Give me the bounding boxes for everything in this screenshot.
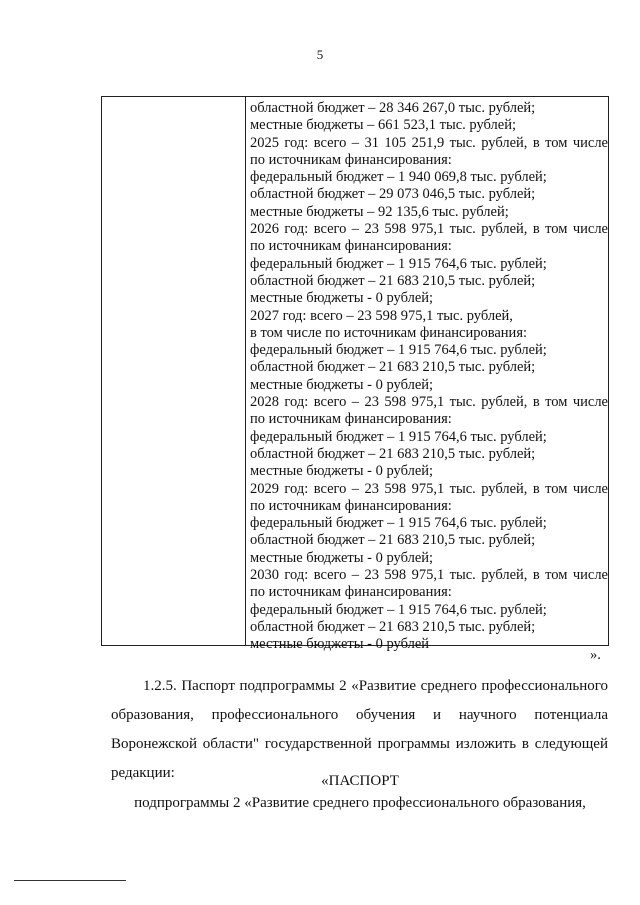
table-line: 2030 год: всего – 23 598 975,1 тыс. рублей, в том числе — [250, 567, 608, 584]
table-line: по источникам финансирования: — [250, 497, 452, 514]
table-line: 2027 год: всего – 23 598 975,1 тыс. рублей, — [250, 307, 513, 324]
table-line: по источникам финансирования: — [250, 151, 452, 168]
table-line: областной бюджет – 21 683 210,5 тыс. рублей; — [250, 532, 536, 549]
table-line: федеральный бюджет – 1 940 069,8 тыс. рублей; — [250, 169, 547, 186]
passport-subtitle: подпрограммы 2 «Развитие среднего профессионального образования, — [134, 795, 586, 811]
table-line: областной бюджет – 21 683 210,5 тыс. рублей; — [250, 272, 536, 289]
table-line: местные бюджеты - 0 рублей; — [250, 290, 434, 307]
paragraph-line: редакции: — [111, 765, 175, 781]
table-financing-cell — [250, 100, 608, 654]
table-line: местные бюджеты - 0 рублей; — [250, 376, 434, 393]
table-line: в том числе по источникам финансирования: — [250, 324, 528, 341]
table-line: федеральный бюджет – 1 915 764,6 тыс. рублей; — [250, 342, 547, 359]
table-line: местные бюджеты - 0 рублей; — [250, 463, 434, 480]
table-line: 2025 год: всего – 31 105 251,9 тыс. рублей, в том числе — [250, 134, 608, 151]
table-line: по источникам финансирования: — [250, 584, 452, 601]
amendment-paragraph — [111, 672, 608, 788]
table-line: местные бюджеты - 0 рублей; — [250, 549, 434, 566]
table-line: областной бюджет – 29 073 046,5 тыс. рублей; — [250, 186, 536, 203]
table-line: областной бюджет – 28 346 267,0 тыс. рублей; — [250, 100, 536, 116]
table-line: областной бюджет – 21 683 210,5 тыс. рублей; — [250, 445, 536, 462]
table-line: 2026 год: всего – 23 598 975,1 тыс. рублей, в том числе — [250, 221, 608, 238]
table-line: областной бюджет – 21 683 210,5 тыс. рублей; — [250, 618, 536, 635]
paragraph-line: образования, профессионального обучения и научного потенциала — [111, 707, 608, 723]
table-line: 2029 год: всего – 23 598 975,1 тыс. рублей, в том числе — [250, 480, 608, 497]
table-line: федеральный бюджет – 1 915 764,6 тыс. рублей; — [250, 601, 547, 618]
paragraph-line: Воронежской области" государственной программы изложить в следующей — [111, 736, 608, 752]
page-number: 5 — [316, 47, 324, 62]
passport-title: «ПАСПОРТ — [321, 773, 399, 789]
paragraph-line: 1.2.5. Паспорт подпрограммы 2 «Развитие среднего профессионального — [143, 678, 608, 694]
table-line: по источникам финансирования: — [250, 411, 452, 428]
table-line: областной бюджет – 21 683 210,5 тыс. рублей; — [250, 359, 536, 376]
table-line: 2028 год: всего – 23 598 975,1 тыс. рублей, в том числе — [250, 394, 608, 411]
table-column-divider — [245, 97, 246, 645]
table-line: федеральный бюджет – 1 915 764,6 тыс. рублей; — [250, 255, 547, 272]
closing-quote: ». — [590, 647, 601, 663]
financing-table — [101, 96, 609, 653]
table-line: федеральный бюджет – 1 915 764,6 тыс. рублей; — [250, 428, 547, 445]
table-line: местные бюджеты – 92 135,6 тыс. рублей; — [250, 203, 509, 220]
table-line: местные бюджеты – 661 523,1 тыс. рублей; — [250, 117, 516, 134]
table-line: по источникам финансирования: — [250, 238, 452, 255]
footnote-rule — [14, 880, 126, 881]
table-line: местные бюджеты - 0 рублей — [250, 636, 430, 653]
table-line: федеральный бюджет – 1 915 764,6 тыс. рублей; — [250, 515, 547, 532]
